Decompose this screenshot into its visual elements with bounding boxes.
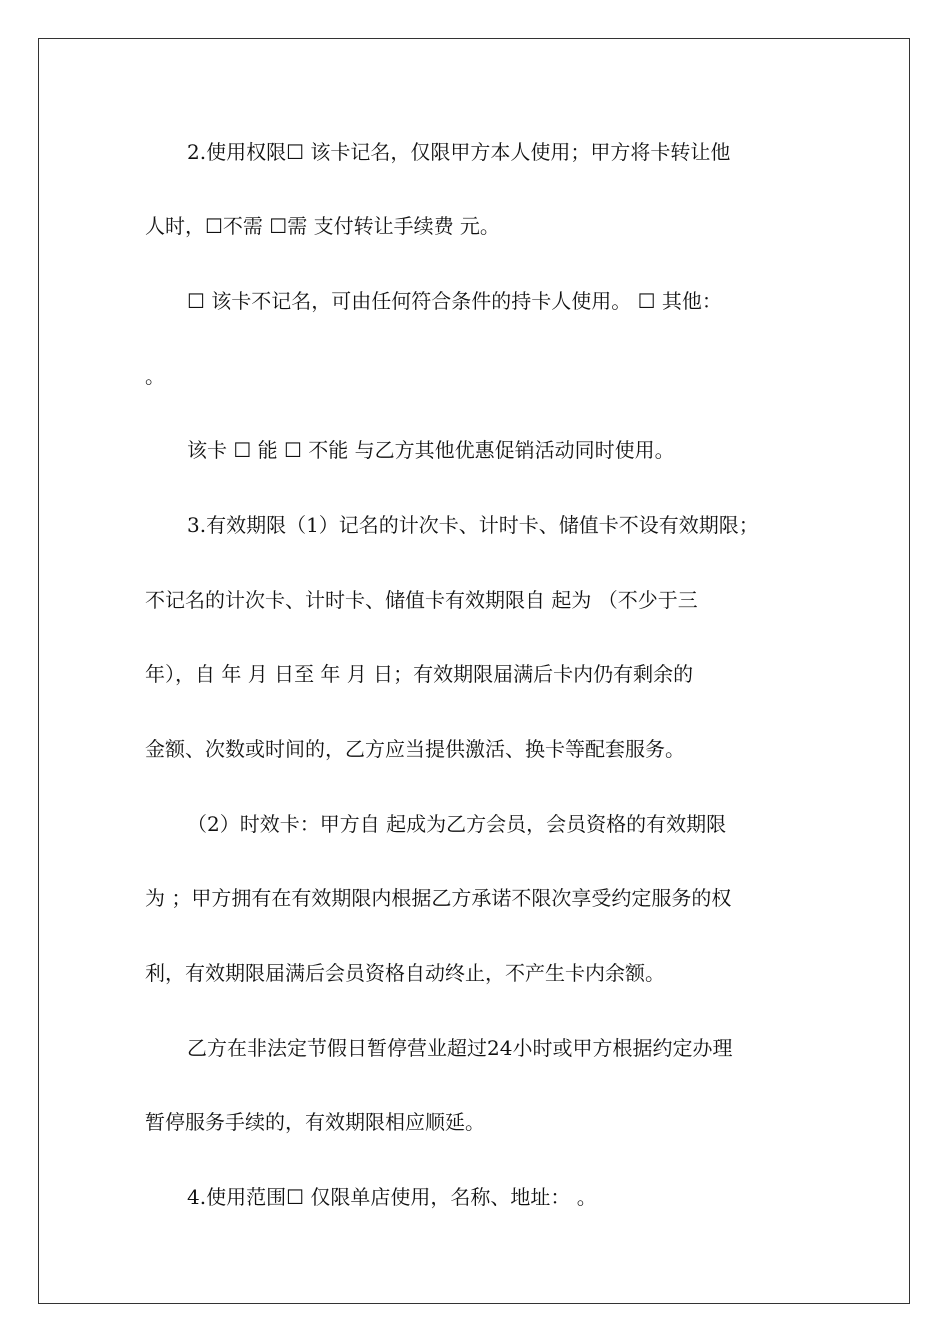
paragraph-line-4: 。 — [145, 364, 165, 388]
paragraph-line-2: 人时，☐不需 ☐需 支付转让手续费 元。 — [145, 214, 500, 238]
paragraph-line-8: 年），自 年 月 日至 年 月 日；有效期限届满后卡内仍有剩余的 — [145, 662, 694, 686]
paragraph-line-14: 暂停服务手续的，有效期限相应顺延。 — [145, 1110, 485, 1134]
paragraph-line-3: ☐ 该卡不记名，可由任何符合条件的持卡人使用。 ☐ 其他： — [187, 289, 722, 313]
paragraph-line-9: 金额、次数或时间的，乙方应当提供激活、换卡等配套服务。 — [145, 737, 685, 761]
paragraph-line-7: 不记名的计次卡、计时卡、储值卡有效期限自 起为 （不少于三 — [145, 588, 698, 612]
paragraph-line-15: 4.使用范围☐ 仅限单店使用，名称、地址： 。 — [187, 1185, 597, 1209]
paragraph-line-5: 该卡 ☐ 能 ☐ 不能 与乙方其他优惠促销活动同时使用。 — [187, 438, 675, 462]
paragraph-line-10: （2）时效卡：甲方自 起成为乙方会员，会员资格的有效期限 — [187, 812, 727, 836]
paragraph-line-13: 乙方在非法定节假日暂停营业超过24小时或甲方根据约定办理 — [187, 1036, 733, 1060]
paragraph-line-6: 3.有效期限（1）记名的计次卡、计时卡、储值卡不设有效期限； — [187, 513, 759, 537]
paragraph-line-1: 2.使用权限☐ 该卡记名，仅限甲方本人使用；甲方将卡转让他 — [187, 140, 731, 164]
paragraph-line-11: 为 ；甲方拥有在有效期限内根据乙方承诺不限次享受约定服务的权 — [145, 886, 732, 910]
paragraph-line-12: 利，有效期限届满后会员资格自动终止，不产生卡内余额。 — [145, 961, 665, 985]
